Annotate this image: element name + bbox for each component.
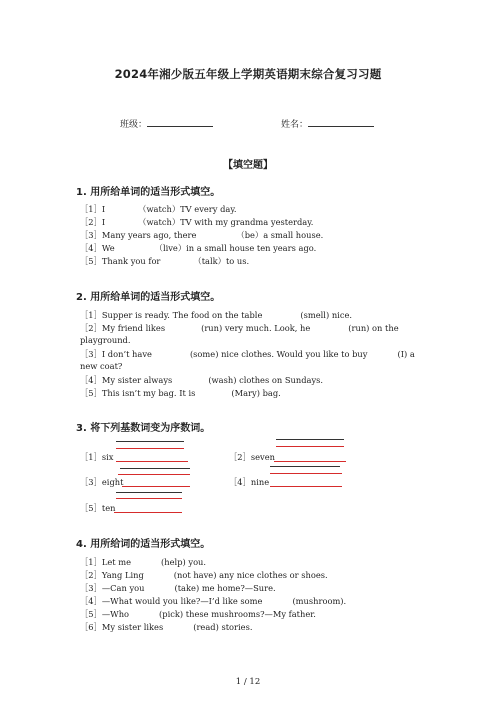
item-word: nine	[250, 477, 270, 487]
item-text: My sister always	[101, 375, 173, 385]
item-text: Yang Ling	[101, 570, 144, 580]
item-number: ［5］	[80, 388, 102, 398]
item-text: （talk）to us.	[193, 256, 250, 266]
item-number: ［1］	[80, 452, 102, 462]
answer-blank-eight[interactable]	[122, 486, 190, 487]
item-number: ［3］	[80, 349, 102, 359]
q1-item-2	[80, 216, 313, 229]
answer-line	[276, 446, 344, 447]
answer-line	[276, 439, 344, 440]
item-text: —What would you like?—I’d like some	[101, 596, 263, 606]
q1-item-3	[80, 229, 323, 242]
name-label: 姓名：	[281, 120, 309, 130]
item-number: ［5］	[80, 609, 102, 619]
item-text: I	[101, 217, 106, 227]
item-text: (some) nice clothes. Would you like to buy	[189, 349, 368, 359]
page-number: 1 / 12	[235, 677, 261, 687]
q4-item-6	[80, 621, 252, 634]
class-blank[interactable]	[147, 118, 213, 127]
item-number: ［3］	[80, 477, 102, 487]
answer-line	[116, 441, 184, 442]
q2-item-1	[80, 309, 352, 322]
item-number: ［1］	[80, 557, 102, 567]
item-text: （watch）TV with my grandma yesterday.	[138, 217, 314, 227]
item-number: ［4］	[229, 477, 251, 487]
answer-blank-six[interactable]	[116, 461, 188, 462]
item-number: ［3］	[80, 583, 102, 593]
q3-item-2	[229, 451, 275, 464]
name-field	[281, 117, 374, 130]
q4-item-2	[80, 569, 328, 582]
q1-heading: 1. 用所给单词的适当形式填空。	[76, 187, 221, 198]
item-text: (I) a	[397, 349, 415, 359]
item-number: ［2］	[80, 217, 102, 227]
item-text: Supper is ready. The food on the table	[101, 310, 263, 320]
q3-item-3	[80, 476, 123, 489]
item-text: (wash) clothes on Sundays.	[208, 375, 324, 385]
item-text: (not have) any nice clothes or shoes.	[173, 570, 328, 580]
item-text: (run) very much. Look, he	[201, 323, 311, 333]
name-blank[interactable]	[308, 118, 374, 127]
item-text: My friend likes	[101, 323, 166, 333]
q4-item-3	[80, 582, 276, 595]
item-number: ［1］	[80, 204, 102, 214]
item-number: ［3］	[80, 230, 102, 240]
q1-item-5	[80, 255, 249, 268]
q2-heading: 2. 用所给单词的适当形式填空。	[76, 292, 221, 303]
item-text: （watch）TV every day.	[138, 204, 237, 214]
item-number: ［6］	[80, 622, 102, 632]
item-text: (smell) nice.	[300, 310, 353, 320]
class-label: 班级：	[120, 120, 148, 130]
item-number: ［2］	[80, 323, 102, 333]
q3-item-4	[229, 476, 269, 489]
item-text: (Mary) bag.	[231, 388, 281, 398]
item-number: ［4］	[80, 596, 102, 606]
item-text: Let me	[101, 557, 132, 567]
item-text: （be）a small house.	[236, 230, 324, 240]
item-text: (run) on the	[348, 323, 399, 333]
item-word: ten	[101, 503, 116, 513]
item-text: (pick) these mushrooms?—My father.	[159, 609, 316, 619]
item-text: （live）in a small house ten years ago.	[154, 243, 317, 253]
item-text: We	[101, 243, 115, 253]
page-title: 2024年湘少版五年级上学期英语期末综合复习习题	[114, 67, 382, 81]
item-text: My sister likes	[101, 622, 164, 632]
item-text: (help) you.	[161, 557, 207, 567]
answer-line	[120, 468, 190, 469]
section-header: 【填空题】	[223, 160, 273, 171]
q3-item-1	[80, 451, 113, 464]
q2-item-4	[80, 374, 323, 387]
item-word: seven	[250, 452, 275, 462]
q4-item-1	[80, 556, 206, 569]
answer-blank-seven[interactable]	[274, 461, 346, 462]
item-number: ［5］	[80, 256, 102, 266]
item-text: Many years ago, there	[101, 230, 197, 240]
answer-line	[116, 498, 182, 499]
item-text: I	[101, 204, 106, 214]
answer-blank-ten[interactable]	[114, 512, 182, 513]
item-word: six	[101, 452, 114, 462]
q1-item-4	[80, 242, 316, 255]
class-field	[120, 117, 213, 130]
q3-heading: 3. 将下列基数词变为序数词。	[76, 423, 211, 434]
item-text: (read) stories.	[193, 622, 253, 632]
answer-blank-nine[interactable]	[270, 486, 342, 487]
q2-item-3	[80, 348, 415, 361]
item-text: This isn’t my bag. It is	[101, 388, 196, 398]
q2-item-2-cont: playground.	[80, 335, 131, 345]
answer-line	[270, 466, 340, 467]
q2-item-5	[80, 387, 281, 400]
answer-line	[270, 473, 342, 474]
answer-line	[116, 492, 182, 493]
answer-line	[118, 474, 190, 475]
item-number: ［2］	[80, 570, 102, 580]
item-text: —Can you	[101, 583, 145, 593]
q4-item-5	[80, 608, 316, 621]
item-number: ［2］	[229, 452, 251, 462]
item-number: ［5］	[80, 503, 102, 513]
item-text: I don’t have	[101, 349, 152, 359]
item-text: (mushroom).	[292, 596, 347, 606]
q2-item-2	[80, 322, 399, 335]
item-text: —Who	[101, 609, 130, 619]
q4-item-4	[80, 595, 346, 608]
q3-item-5	[80, 502, 115, 515]
q2-item-3-cont: new coat?	[80, 361, 123, 371]
item-text: (take) me home?—Sure.	[174, 583, 276, 593]
answer-line	[116, 448, 184, 449]
item-number: ［4］	[80, 375, 102, 385]
item-word: eight	[101, 477, 124, 487]
q1-item-1	[80, 203, 237, 216]
item-number: ［1］	[80, 310, 102, 320]
item-number: ［4］	[80, 243, 102, 253]
item-text: Thank you for	[101, 256, 161, 266]
q4-heading: 4. 用所给词的适当形式填空。	[76, 539, 211, 550]
